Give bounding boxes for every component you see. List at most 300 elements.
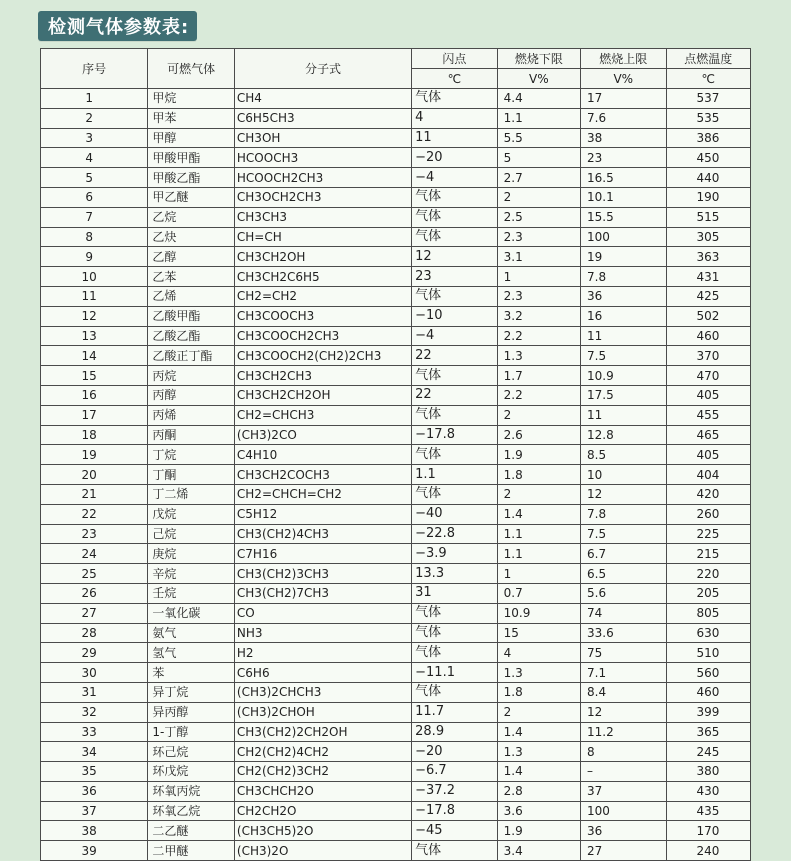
cell-gas-name: 乙烷 [148, 207, 235, 227]
header-flash-point: 闪点 [412, 49, 497, 69]
cell-upper-limit: 8.4 [581, 682, 666, 702]
cell-lower-limit: 3.4 [497, 841, 580, 861]
cell-upper-limit: 17.5 [581, 385, 666, 405]
cell-flash-point: 气体 [412, 603, 497, 623]
table-row [41, 366, 751, 386]
cell-gas-name: 甲烷 [148, 89, 235, 109]
cell-flash-point: −4 [412, 168, 497, 188]
cell-lower-limit: 1.1 [497, 108, 580, 128]
cell-formula: CH3(CH2)7CH3 [234, 583, 411, 603]
cell-index: 19 [41, 445, 148, 465]
table-row [41, 108, 751, 128]
cell-ignition-temp: 205 [666, 583, 750, 603]
cell-flash-point: −10 [412, 306, 497, 326]
cell-lower-limit: 1.9 [497, 445, 580, 465]
cell-gas-name: 氨气 [148, 623, 235, 643]
cell-upper-limit: 100 [581, 227, 666, 247]
cell-formula: CH3(CH2)4CH3 [234, 524, 411, 544]
cell-ignition-temp: 430 [666, 781, 750, 801]
cell-lower-limit: 1.1 [497, 544, 580, 564]
cell-index: 8 [41, 227, 148, 247]
cell-ignition-temp: 460 [666, 326, 750, 346]
cell-lower-limit: 1.4 [497, 722, 580, 742]
cell-formula: CH2=CHCH=CH2 [234, 484, 411, 504]
table-row [41, 187, 751, 207]
cell-formula: CH3CH2OH [234, 247, 411, 267]
cell-upper-limit: 7.6 [581, 108, 666, 128]
cell-formula: CH3COOCH2(CH2)2CH3 [234, 346, 411, 366]
cell-lower-limit: 1.3 [497, 742, 580, 762]
cell-index: 21 [41, 484, 148, 504]
header-formula: 分子式 [234, 49, 411, 89]
cell-gas-name: 环氧乙烷 [148, 801, 235, 821]
cell-ignition-temp: 405 [666, 385, 750, 405]
cell-formula: H2 [234, 643, 411, 663]
cell-flash-point: −11.1 [412, 663, 497, 683]
cell-formula: (CH3)2O [234, 841, 411, 861]
title-banner [38, 11, 197, 41]
cell-flash-point: 气体 [412, 207, 497, 227]
unit-ignition: ℃ [666, 69, 750, 89]
cell-index: 3 [41, 128, 148, 148]
cell-formula: (CH3CH5)2O [234, 821, 411, 841]
cell-formula: HCOOCH3 [234, 148, 411, 168]
cell-upper-limit: 12 [581, 484, 666, 504]
cell-lower-limit: 3.6 [497, 801, 580, 821]
cell-gas-name: 乙酸正丁酯 [148, 346, 235, 366]
table-row [41, 544, 751, 564]
cell-lower-limit: 1.4 [497, 762, 580, 782]
cell-gas-name: 丁二烯 [148, 484, 235, 504]
cell-flash-point: 气体 [412, 841, 497, 861]
cell-gas-name: 环己烷 [148, 742, 235, 762]
cell-gas-name: 乙炔 [148, 227, 235, 247]
cell-flash-point: 气体 [412, 366, 497, 386]
cell-flash-point: 13.3 [412, 564, 497, 584]
cell-upper-limit: 8 [581, 742, 666, 762]
cell-gas-name: 甲酸甲酯 [148, 148, 235, 168]
cell-gas-name: 二乙醚 [148, 821, 235, 841]
table-row [41, 702, 751, 722]
cell-index: 2 [41, 108, 148, 128]
table-row [41, 267, 751, 287]
cell-upper-limit: 15.5 [581, 207, 666, 227]
cell-gas-name: 辛烷 [148, 564, 235, 584]
cell-gas-name: 丁酮 [148, 465, 235, 485]
cell-formula: (CH3)2CHCH3 [234, 682, 411, 702]
cell-lower-limit: 2.5 [497, 207, 580, 227]
table-row [41, 643, 751, 663]
cell-ignition-temp: 537 [666, 89, 750, 109]
table-row [41, 801, 751, 821]
cell-upper-limit: 27 [581, 841, 666, 861]
cell-ignition-temp: 450 [666, 148, 750, 168]
cell-lower-limit: 2 [497, 702, 580, 722]
cell-index: 35 [41, 762, 148, 782]
cell-upper-limit: 37 [581, 781, 666, 801]
cell-lower-limit: 2 [497, 187, 580, 207]
cell-ignition-temp: 440 [666, 168, 750, 188]
cell-index: 30 [41, 663, 148, 683]
cell-gas-name: 丙酮 [148, 425, 235, 445]
table-row [41, 326, 751, 346]
cell-upper-limit: 11 [581, 405, 666, 425]
cell-lower-limit: 2.8 [497, 781, 580, 801]
cell-index: 7 [41, 207, 148, 227]
cell-formula: CH3(CH2)3CH3 [234, 564, 411, 584]
cell-ignition-temp: 502 [666, 306, 750, 326]
cell-flash-point: 气体 [412, 187, 497, 207]
cell-gas-name: 环氧丙烷 [148, 781, 235, 801]
table-row [41, 465, 751, 485]
cell-flash-point: 气体 [412, 405, 497, 425]
table-header-row [41, 49, 751, 69]
cell-flash-point: −3.9 [412, 544, 497, 564]
cell-lower-limit: 2.3 [497, 227, 580, 247]
cell-gas-name: 丙烯 [148, 405, 235, 425]
table-row [41, 306, 751, 326]
cell-index: 36 [41, 781, 148, 801]
cell-upper-limit: 17 [581, 89, 666, 109]
page-title: 检测气体参数表: [48, 17, 190, 38]
cell-upper-limit: 7.8 [581, 504, 666, 524]
cell-ignition-temp: 260 [666, 504, 750, 524]
cell-index: 14 [41, 346, 148, 366]
cell-index: 15 [41, 366, 148, 386]
cell-flash-point: 11.7 [412, 702, 497, 722]
cell-ignition-temp: 470 [666, 366, 750, 386]
cell-flash-point: 气体 [412, 643, 497, 663]
cell-ignition-temp: 365 [666, 722, 750, 742]
cell-index: 39 [41, 841, 148, 861]
cell-flash-point: 气体 [412, 682, 497, 702]
cell-gas-name: 乙酸乙酯 [148, 326, 235, 346]
cell-formula: CH2=CHCH3 [234, 405, 411, 425]
table-row [41, 227, 751, 247]
cell-index: 4 [41, 148, 148, 168]
cell-index: 38 [41, 821, 148, 841]
table-row [41, 682, 751, 702]
cell-formula: C6H5CH3 [234, 108, 411, 128]
table-row [41, 524, 751, 544]
cell-index: 12 [41, 306, 148, 326]
cell-upper-limit: 7.5 [581, 524, 666, 544]
cell-flash-point: −20 [412, 148, 497, 168]
cell-upper-limit: 36 [581, 286, 666, 306]
gas-parameter-table [40, 48, 751, 861]
cell-upper-limit: 6.5 [581, 564, 666, 584]
cell-lower-limit: 2 [497, 484, 580, 504]
cell-gas-name: 甲苯 [148, 108, 235, 128]
table-row [41, 346, 751, 366]
cell-upper-limit: 11 [581, 326, 666, 346]
cell-flash-point: −4 [412, 326, 497, 346]
cell-index: 26 [41, 583, 148, 603]
cell-gas-name: 乙酸甲酯 [148, 306, 235, 326]
table-row [41, 722, 751, 742]
table-row [41, 89, 751, 109]
cell-index: 37 [41, 801, 148, 821]
cell-formula: C4H10 [234, 445, 411, 465]
cell-lower-limit: 1.3 [497, 346, 580, 366]
cell-gas-name: 乙醇 [148, 247, 235, 267]
cell-gas-name: 苯 [148, 663, 235, 683]
table-row [41, 663, 751, 683]
cell-lower-limit: 3.1 [497, 247, 580, 267]
cell-formula: CH3OH [234, 128, 411, 148]
cell-flash-point: 28.9 [412, 722, 497, 742]
table-row [41, 247, 751, 267]
cell-formula: C7H16 [234, 544, 411, 564]
cell-flash-point: 气体 [412, 484, 497, 504]
cell-ignition-temp: 399 [666, 702, 750, 722]
cell-lower-limit: 1 [497, 564, 580, 584]
cell-upper-limit: 5.6 [581, 583, 666, 603]
table-row [41, 583, 751, 603]
cell-formula: CH2=CH2 [234, 286, 411, 306]
cell-formula: CH3CH2COCH3 [234, 465, 411, 485]
cell-flash-point: 12 [412, 247, 497, 267]
cell-formula: CH3COOCH3 [234, 306, 411, 326]
cell-gas-name: 壬烷 [148, 583, 235, 603]
cell-gas-name: 甲醇 [148, 128, 235, 148]
cell-gas-name: 己烷 [148, 524, 235, 544]
unit-lower: V% [497, 69, 580, 89]
cell-index: 31 [41, 682, 148, 702]
cell-gas-name: 一氧化碳 [148, 603, 235, 623]
cell-gas-name: 1-丁醇 [148, 722, 235, 742]
cell-formula: CH3CH3 [234, 207, 411, 227]
cell-ignition-temp: 515 [666, 207, 750, 227]
cell-lower-limit: 0.7 [497, 583, 580, 603]
cell-formula: CH2CH2O [234, 801, 411, 821]
cell-ignition-temp: 305 [666, 227, 750, 247]
table-row [41, 128, 751, 148]
cell-index: 25 [41, 564, 148, 584]
cell-ignition-temp: 805 [666, 603, 750, 623]
cell-ignition-temp: 425 [666, 286, 750, 306]
table-row [41, 821, 751, 841]
cell-lower-limit: 10.9 [497, 603, 580, 623]
cell-flash-point: 22 [412, 385, 497, 405]
cell-gas-name: 氢气 [148, 643, 235, 663]
cell-formula: CH=CH [234, 227, 411, 247]
table-row [41, 841, 751, 861]
cell-index: 34 [41, 742, 148, 762]
header-lower-limit: 燃烧下限 [497, 49, 580, 69]
cell-flash-point: 气体 [412, 445, 497, 465]
cell-ignition-temp: 190 [666, 187, 750, 207]
cell-gas-name: 异丁烷 [148, 682, 235, 702]
cell-formula: C6H6 [234, 663, 411, 683]
cell-index: 33 [41, 722, 148, 742]
cell-ignition-temp: 431 [666, 267, 750, 287]
cell-index: 16 [41, 385, 148, 405]
cell-ignition-temp: 405 [666, 445, 750, 465]
cell-flash-point: 22 [412, 346, 497, 366]
cell-formula: CH3CH2C6H5 [234, 267, 411, 287]
cell-lower-limit: 4.4 [497, 89, 580, 109]
cell-gas-name: 丁烷 [148, 445, 235, 465]
table-row [41, 781, 751, 801]
cell-formula: CH3OCH2CH3 [234, 187, 411, 207]
cell-index: 1 [41, 89, 148, 109]
cell-lower-limit: 1 [497, 267, 580, 287]
cell-index: 10 [41, 267, 148, 287]
cell-lower-limit: 15 [497, 623, 580, 643]
cell-ignition-temp: 245 [666, 742, 750, 762]
cell-formula: HCOOCH2CH3 [234, 168, 411, 188]
cell-lower-limit: 1.4 [497, 504, 580, 524]
table-row [41, 742, 751, 762]
cell-index: 9 [41, 247, 148, 267]
cell-index: 27 [41, 603, 148, 623]
cell-upper-limit: 7.5 [581, 346, 666, 366]
cell-flash-point: −45 [412, 821, 497, 841]
table-row [41, 148, 751, 168]
cell-formula: CH2(CH2)3CH2 [234, 762, 411, 782]
cell-upper-limit: 12.8 [581, 425, 666, 445]
cell-lower-limit: 1.7 [497, 366, 580, 386]
table-row [41, 385, 751, 405]
cell-upper-limit: 16 [581, 306, 666, 326]
cell-ignition-temp: 220 [666, 564, 750, 584]
cell-upper-limit: 10 [581, 465, 666, 485]
cell-index: 11 [41, 286, 148, 306]
cell-upper-limit: 36 [581, 821, 666, 841]
table-row [41, 504, 751, 524]
cell-flash-point: 气体 [412, 227, 497, 247]
cell-lower-limit: 2.2 [497, 385, 580, 405]
cell-ignition-temp: 215 [666, 544, 750, 564]
table-row [41, 564, 751, 584]
cell-lower-limit: 1.9 [497, 821, 580, 841]
cell-upper-limit: 8.5 [581, 445, 666, 465]
cell-upper-limit: 7.1 [581, 663, 666, 683]
table-row [41, 425, 751, 445]
table-row [41, 603, 751, 623]
cell-lower-limit: 5 [497, 148, 580, 168]
cell-gas-name: 环戊烷 [148, 762, 235, 782]
cell-flash-point: −20 [412, 742, 497, 762]
cell-index: 18 [41, 425, 148, 445]
cell-upper-limit: 6.7 [581, 544, 666, 564]
header-index: 序号 [41, 49, 148, 89]
cell-upper-limit: 75 [581, 643, 666, 663]
table-row [41, 762, 751, 782]
cell-gas-name: 戊烷 [148, 504, 235, 524]
table-row [41, 445, 751, 465]
cell-formula: CH3(CH2)2CH2OH [234, 722, 411, 742]
cell-lower-limit: 2 [497, 405, 580, 425]
cell-formula: CH3COOCH2CH3 [234, 326, 411, 346]
cell-flash-point: 11 [412, 128, 497, 148]
unit-flash: ℃ [412, 69, 497, 89]
cell-formula: C5H12 [234, 504, 411, 524]
cell-flash-point: 气体 [412, 286, 497, 306]
header-upper-limit: 燃烧上限 [581, 49, 666, 69]
cell-formula: (CH3)2CHOH [234, 702, 411, 722]
cell-upper-limit: 10.9 [581, 366, 666, 386]
cell-flash-point: −6.7 [412, 762, 497, 782]
cell-upper-limit: 10.1 [581, 187, 666, 207]
cell-lower-limit: 5.5 [497, 128, 580, 148]
cell-flash-point: 1.1 [412, 465, 497, 485]
cell-ignition-temp: 560 [666, 663, 750, 683]
cell-index: 20 [41, 465, 148, 485]
cell-flash-point: 31 [412, 583, 497, 603]
cell-gas-name: 乙苯 [148, 267, 235, 287]
cell-lower-limit: 4 [497, 643, 580, 663]
cell-gas-name: 二甲醚 [148, 841, 235, 861]
cell-flash-point: −17.8 [412, 801, 497, 821]
cell-lower-limit: 2.7 [497, 168, 580, 188]
cell-index: 17 [41, 405, 148, 425]
cell-ignition-temp: 363 [666, 247, 750, 267]
cell-lower-limit: 1.3 [497, 663, 580, 683]
cell-flash-point: 气体 [412, 89, 497, 109]
cell-upper-limit: 16.5 [581, 168, 666, 188]
table-row [41, 484, 751, 504]
cell-index: 6 [41, 187, 148, 207]
cell-upper-limit: 38 [581, 128, 666, 148]
cell-ignition-temp: 420 [666, 484, 750, 504]
cell-gas-name: 丙醇 [148, 385, 235, 405]
cell-formula: NH3 [234, 623, 411, 643]
cell-gas-name: 异丙醇 [148, 702, 235, 722]
table-row [41, 405, 751, 425]
cell-flash-point: 气体 [412, 623, 497, 643]
cell-flash-point: 4 [412, 108, 497, 128]
cell-lower-limit: 3.2 [497, 306, 580, 326]
cell-upper-limit: 23 [581, 148, 666, 168]
cell-formula: (CH3)2CO [234, 425, 411, 445]
cell-gas-name: 丙烷 [148, 366, 235, 386]
cell-upper-limit: 33.6 [581, 623, 666, 643]
cell-ignition-temp: 510 [666, 643, 750, 663]
cell-formula: CH3CH2CH3 [234, 366, 411, 386]
cell-upper-limit: – [581, 762, 666, 782]
cell-gas-name: 乙烯 [148, 286, 235, 306]
cell-lower-limit: 2.6 [497, 425, 580, 445]
table-row [41, 207, 751, 227]
cell-index: 22 [41, 504, 148, 524]
cell-flash-point: 23 [412, 267, 497, 287]
cell-upper-limit: 11.2 [581, 722, 666, 742]
cell-ignition-temp: 225 [666, 524, 750, 544]
cell-formula: CH3CH2CH2OH [234, 385, 411, 405]
cell-flash-point: −40 [412, 504, 497, 524]
cell-index: 23 [41, 524, 148, 544]
cell-ignition-temp: 435 [666, 801, 750, 821]
cell-lower-limit: 1.8 [497, 682, 580, 702]
cell-lower-limit: 1.8 [497, 465, 580, 485]
cell-upper-limit: 12 [581, 702, 666, 722]
cell-flash-point: −22.8 [412, 524, 497, 544]
table-row [41, 623, 751, 643]
table-row [41, 286, 751, 306]
cell-formula: CH3CHCH2O [234, 781, 411, 801]
cell-ignition-temp: 370 [666, 346, 750, 366]
header-ignition-temp: 点燃温度 [666, 49, 750, 69]
cell-ignition-temp: 240 [666, 841, 750, 861]
cell-ignition-temp: 380 [666, 762, 750, 782]
table-row [41, 168, 751, 188]
cell-formula: CH2(CH2)4CH2 [234, 742, 411, 762]
cell-ignition-temp: 386 [666, 128, 750, 148]
cell-ignition-temp: 630 [666, 623, 750, 643]
header-gas: 可燃气体 [148, 49, 235, 89]
